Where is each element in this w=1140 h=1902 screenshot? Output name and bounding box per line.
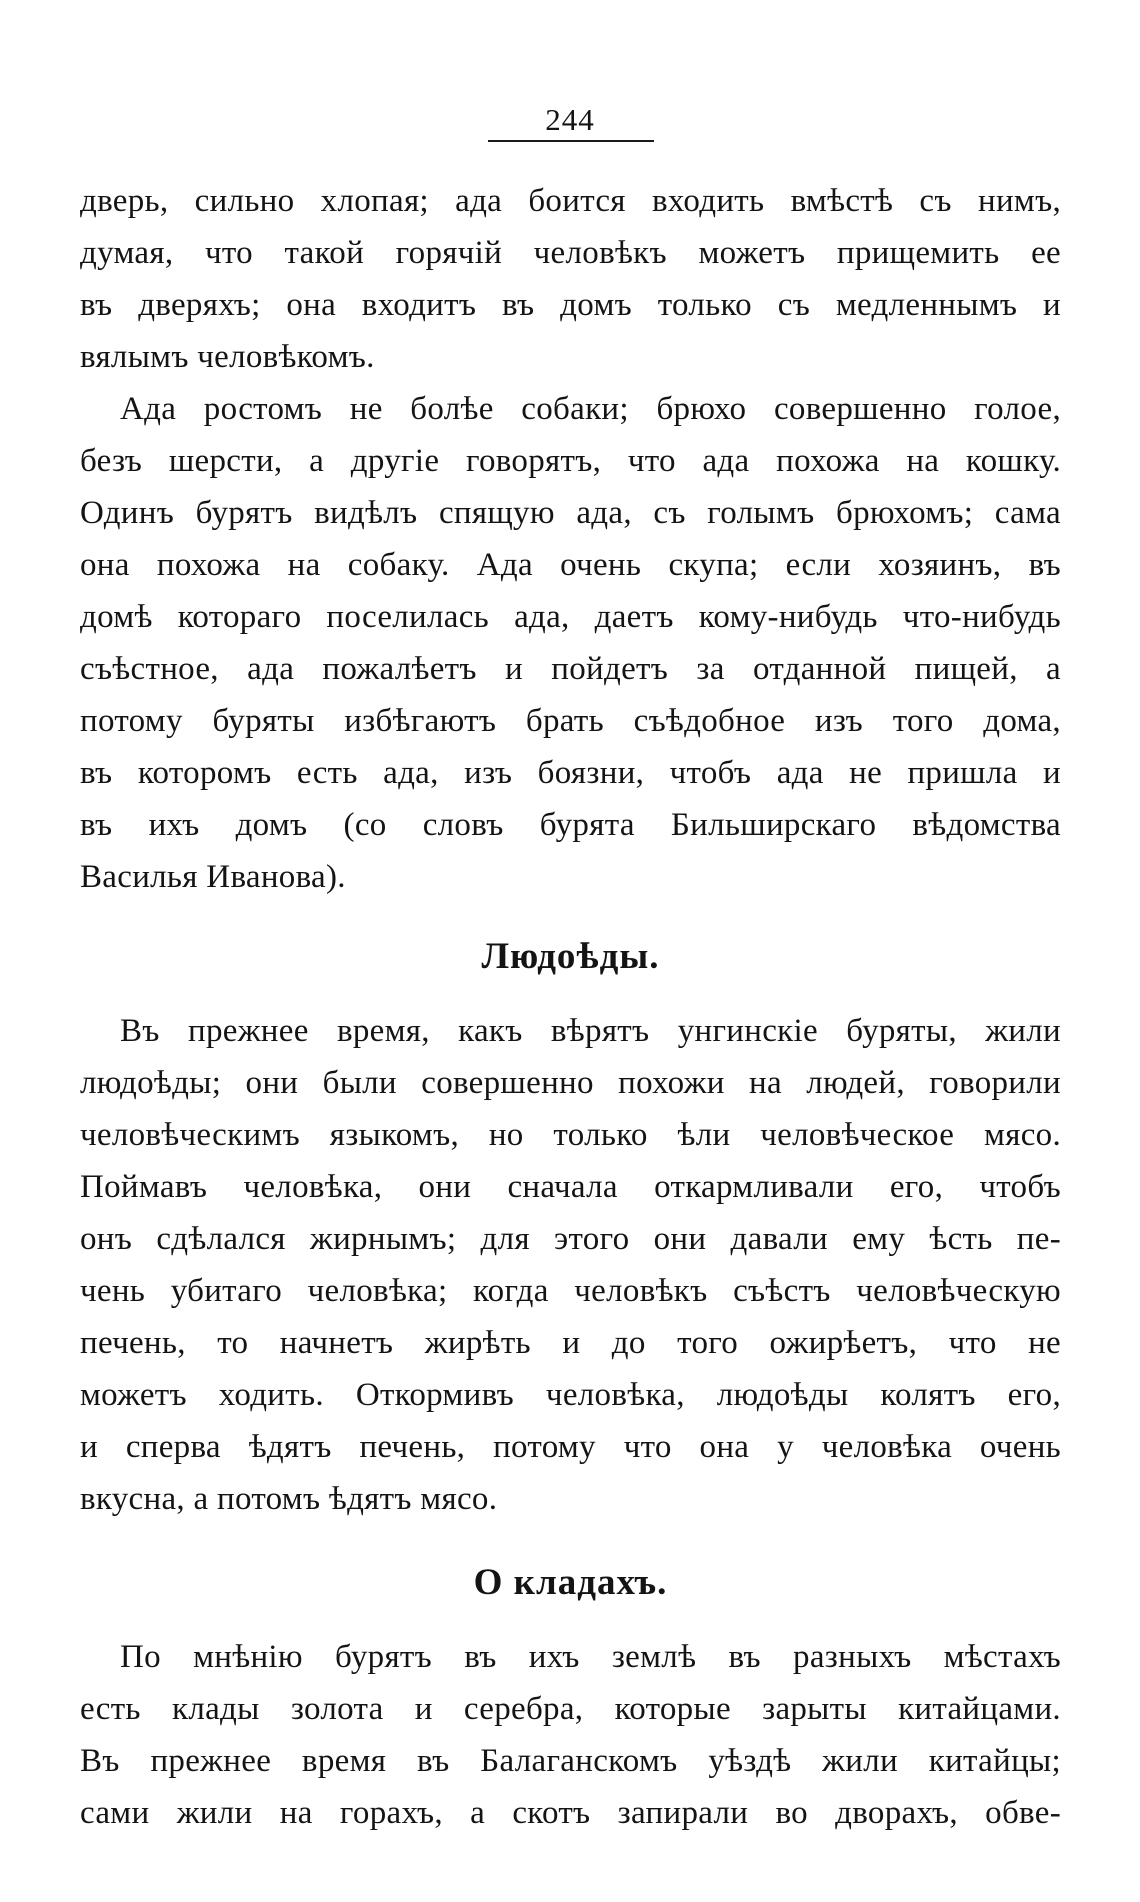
text-line: Одинъ бурятъ видѣлъ спящую ада, съ голымъ брюхомъ; сама <box>80 495 1061 531</box>
text-line: и сперва ѣдятъ печень, потому что она у человѣка очень <box>80 1429 1061 1465</box>
text-column <box>80 175 1061 1839</box>
paragraph <box>80 1005 1061 1525</box>
text-line: Ада ростомъ не болѣе собаки; брюхо совершенно голое, <box>120 391 1061 427</box>
text-line: людоѣды; они были совершенно похожи на людей, говорили <box>80 1065 1061 1101</box>
text-line: безъ шерсти, а другіе говорятъ, что ада похожа на кошку. <box>80 443 1061 479</box>
text-line: дверь, сильно хлопая; ада боится входить вмѣстѣ съ нимъ, <box>80 183 1061 219</box>
text-line: Поймавъ человѣка, они сначала откармливали его, чтобъ <box>80 1169 1061 1205</box>
text-line: домѣ котораго поселилась ада, даетъ кому-нибудь что-нибудь <box>80 599 1061 635</box>
section-heading-treasures: О кладахъ. <box>473 1562 668 1603</box>
text-line: печень, то начнетъ жирѣть и до того ожирѣетъ, что не <box>80 1325 1061 1361</box>
page-number-rule <box>488 140 654 142</box>
text-line: можетъ ходить. Откормивъ человѣка, людоѣды колятъ его, <box>80 1377 1061 1413</box>
text-line: вкусна, а потомъ ѣдятъ мясо. <box>80 1481 498 1517</box>
text-line: въ которомъ есть ада, изъ боязни, чтобъ ада не пришла и <box>80 755 1061 791</box>
text-line: въ дверяхъ; она входитъ въ домъ только съ медленнымъ и <box>80 287 1061 323</box>
text-line: Василья Иванова). <box>80 859 346 895</box>
text-line: въ ихъ домъ (со словъ бурята Бильширскаго вѣдомства <box>80 807 1061 843</box>
text-line: чень убитаго человѣка; когда человѣкъ съѣстъ человѣческую <box>80 1273 1061 1309</box>
text-line: съѣстное, ада пожалѣетъ и пойдетъ за отданной пищей, а <box>80 651 1061 687</box>
text-line: Въ прежнее время, какъ вѣрятъ унгинскіе буряты, жили <box>120 1013 1061 1049</box>
text-line: Въ прежнее время въ Балаганскомъ уѣздѣ жили китайцы; <box>80 1743 1061 1779</box>
text-line: сами жили на горахъ, а скотъ запирали во дворахъ, обве- <box>80 1795 1061 1831</box>
paragraph <box>80 1631 1061 1839</box>
page-number: 244 <box>545 102 595 137</box>
text-line: думая, что такой горячій человѣкъ можетъ прищемить ее <box>80 235 1061 271</box>
text-line: вялымъ человѣкомъ. <box>80 339 375 375</box>
text-line: она похожа на собаку. Ада очень скупа; если хозяинъ, въ <box>80 547 1061 583</box>
paragraph <box>80 383 1061 903</box>
section-heading-cannibals: Людоѣды. <box>481 936 660 977</box>
text-line: По мнѣнію бурятъ въ ихъ землѣ въ разныхъ мѣстахъ <box>120 1639 1061 1675</box>
paragraph <box>80 175 1061 383</box>
text-line: потому буряты избѣгаютъ брать съѣдобное изъ того дома, <box>80 703 1061 739</box>
text-line: человѣческимъ языкомъ, но только ѣли человѣческое мясо. <box>80 1117 1061 1153</box>
text-line: есть клады золота и серебра, которые зарыты китайцами. <box>80 1691 1061 1727</box>
text-line: онъ сдѣлался жирнымъ; для этого они давали ему ѣсть пе- <box>80 1221 1061 1257</box>
